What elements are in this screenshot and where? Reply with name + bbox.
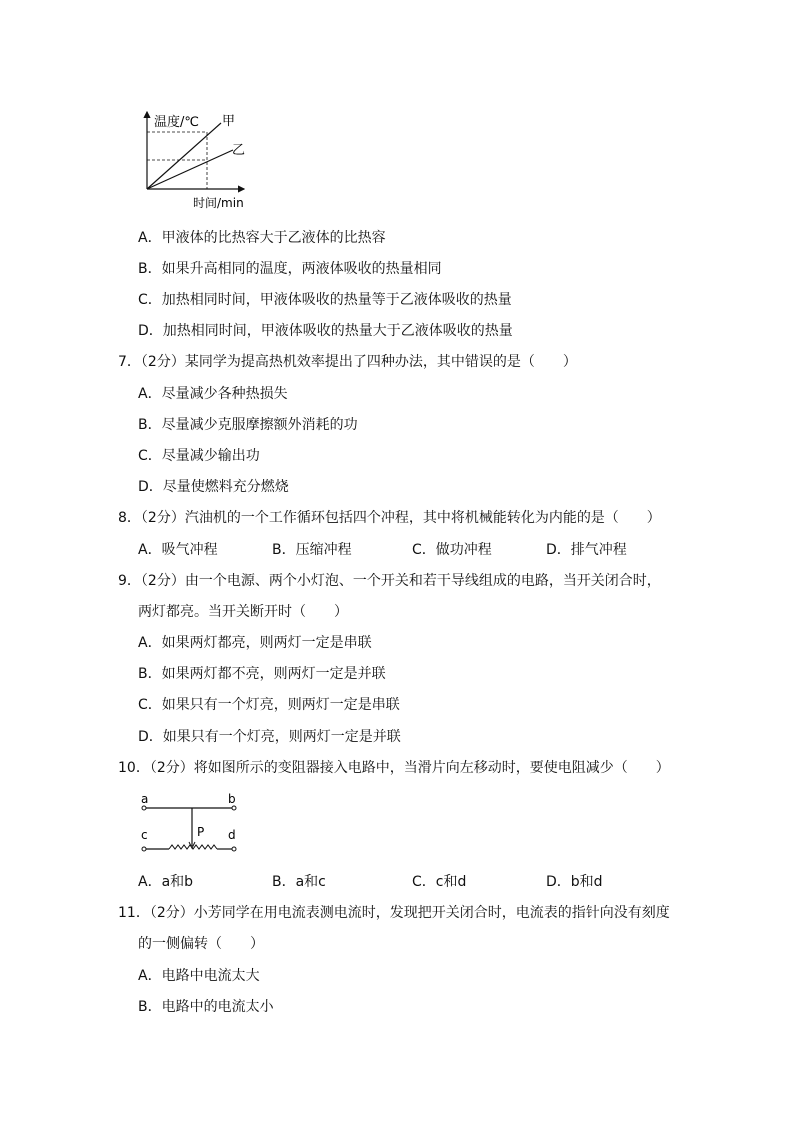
label-d: d [228,828,236,842]
q9-option-b: B．如果两灯都不亮，则两灯一定是并联 [138,666,386,682]
q8-option-d: D．排气冲程 [546,542,627,558]
q10-option-c: C．c和d [412,874,467,890]
temperature-time-graph [120,108,260,210]
label-c: c [141,828,148,842]
label-b: b [228,792,236,806]
q8-option-a: A．吸气冲程 [138,542,218,558]
line-yi [147,150,233,189]
q7-option-a: A．尽量减少各种热损失 [138,386,288,402]
q10-stem: 10．（2分）将如图所示的变阻器接入电路中，当滑片向左移动时，要使电阻减少（ ） [118,760,670,776]
q9-option-c: C．如果只有一个灯亮，则两灯一定是串联 [138,697,400,713]
q6-option-a: A．甲液体的比热容大于乙液体的比热容 [138,230,386,246]
q7-stem: 7．（2分）某同学为提高热机效率提出了四种办法，其中错误的是（ ） [118,354,577,370]
terminal-a [142,806,146,810]
line-jia-label: 甲 [222,114,236,129]
q10-option-a: A．a和b [138,874,194,890]
q7-option-c: C．尽量减少输出功 [138,448,260,464]
q8-option-b: B．压缩冲程 [272,542,352,558]
rheostat-diagram [135,792,247,858]
q8-stem: 8．（2分）汽油机的一个工作循环包括四个冲程，其中将机械能转化为内能的是（ ） [118,510,661,526]
label-p: P [197,825,205,839]
label-a: a [141,792,149,806]
q6-option-b: B．如果升高相同的温度，两液体吸收的热量相同 [138,261,442,277]
terminal-b [232,806,236,810]
terminal-d [232,847,236,851]
q11-stem-line1: 11．（2分）小芳同学在用电流表测电流时，发现把开关闭合时，电流表的指针向没有刻度 [118,905,670,921]
y-axis-label: 温度/℃ [154,115,199,130]
terminal-c [142,847,146,851]
q6-option-c: C．加热相同时间，甲液体吸收的热量等于乙液体吸收的热量 [138,292,512,308]
q11-option-a: A．电路中电流太大 [138,968,260,984]
q10-option-b: B．a和c [272,874,326,890]
q11-option-b: B．电路中的电流太小 [138,999,274,1015]
x-axis-label: 时间/min [193,196,244,210]
q11-stem-line2: 的一侧偏转（ ） [138,936,264,952]
q10-option-d: D．b和d [546,874,603,890]
q7-option-d: D．尽量使燃料充分燃烧 [138,479,289,495]
line-yi-label: 乙 [232,143,246,158]
q9-stem-line1: 9．（2分）由一个电源、两个小灯泡、一个开关和若干导线组成的电路，当开关闭合时， [118,573,661,589]
q9-option-a: A．如果两灯都亮，则两灯一定是串联 [138,635,372,651]
q6-option-d: D．加热相同时间，甲液体吸收的热量大于乙液体吸收的热量 [138,323,513,339]
q7-option-b: B．尽量减少克服摩擦额外消耗的功 [138,417,358,433]
q8-option-c: C．做功冲程 [412,542,492,558]
q9-option-d: D．如果只有一个灯亮，则两灯一定是并联 [138,729,401,745]
q9-stem-line2: 两灯都亮。当开关断开时（ ） [138,604,348,620]
line-jia [147,123,221,189]
